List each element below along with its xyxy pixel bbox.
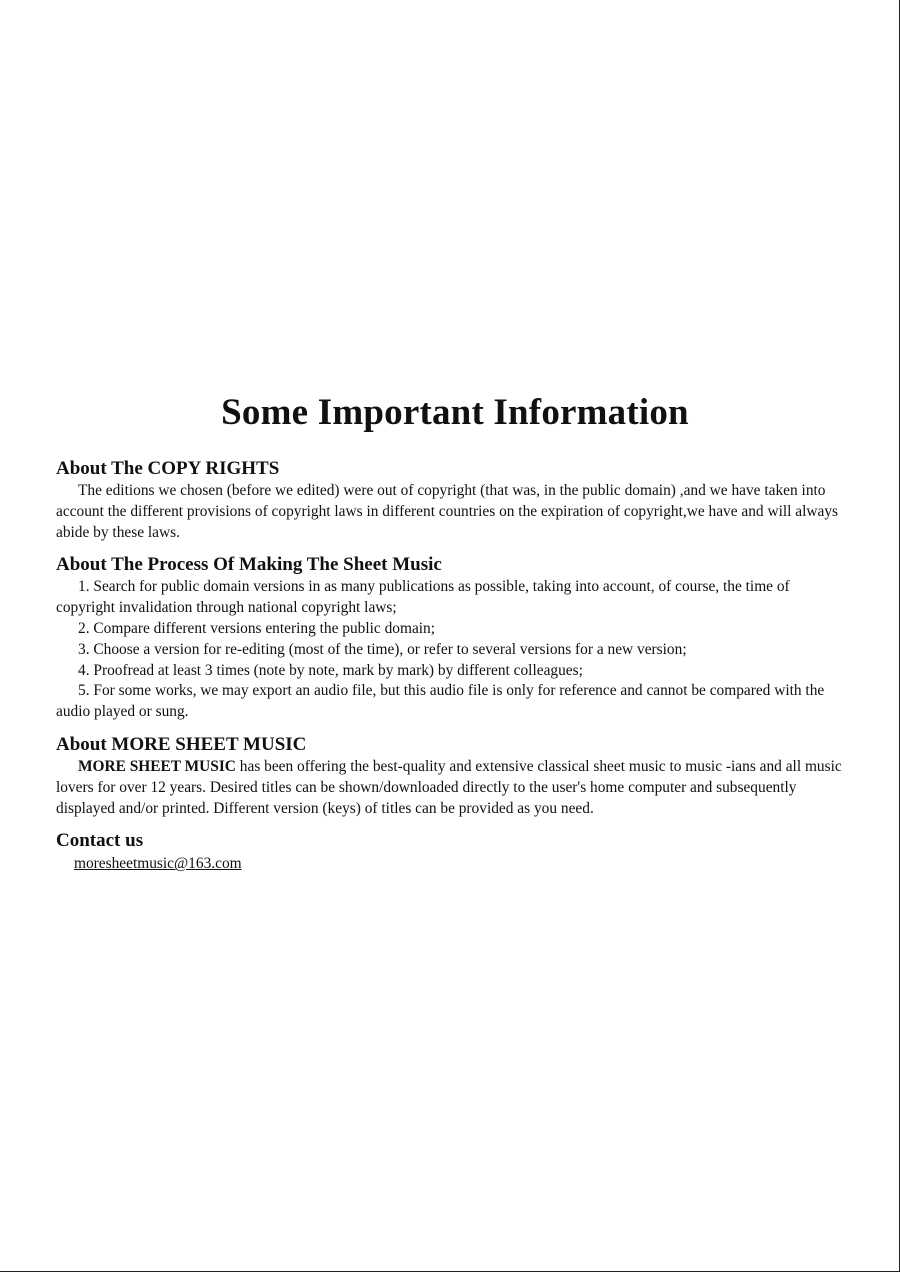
process-step-5: 5. For some works, we may export an audio file, but this audio file is only for reference and cannot be compared with the audio played or sung. bbox=[56, 682, 825, 721]
process-step-3: 3. Choose a version for re-editing (most of the time), or refer to several versions for a new version; bbox=[78, 640, 687, 658]
about-text: has been offering the best-quality and extensive classical sheet music to music -ians and all music lovers for over 12 years. Desired titles can be shown/downloaded directly to the user's home computer and subsequently displayed and/or printed. Different version (keys) of titles can be provided as you need. bbox=[56, 757, 842, 817]
process-step-4: 4. Proofread at least 3 times (note by note, mark by mark) by different colleagues; bbox=[78, 661, 583, 679]
section-heading-about: About MORE SHEET MUSIC bbox=[56, 733, 307, 755]
document-body bbox=[56, 457, 846, 875]
about-paragraph bbox=[56, 757, 846, 819]
brand-name: MORE SHEET MUSIC bbox=[78, 757, 236, 775]
section-about bbox=[56, 733, 846, 819]
process-step-2: 2. Compare different versions entering the public domain; bbox=[78, 619, 436, 637]
section-heading-process: About The Process Of Making The Sheet Music bbox=[56, 554, 442, 576]
section-heading-copyrights: About The COPY RIGHTS bbox=[56, 458, 280, 479]
section-heading-contact: Contact us bbox=[56, 830, 144, 852]
section-process bbox=[56, 553, 846, 723]
section-copyrights bbox=[56, 457, 846, 543]
contact-email-link[interactable]: moresheetmusic@163.com bbox=[74, 855, 242, 873]
page-title: Some Important Information bbox=[221, 391, 689, 433]
copyrights-paragraph: The editions we chosen (before we edited) were out of copyright (that was, in the public domain) ,and we have taken into account the different provisions of copyright laws in different countries on the expiration of copyright,we have and will always abide by these laws. bbox=[56, 482, 838, 541]
process-step-1: 1. Search for public domain versions in as many publications as possible, taking into account, of course, the time of copyright invalidation through national copyright laws; bbox=[56, 578, 790, 617]
section-contact bbox=[56, 829, 846, 875]
